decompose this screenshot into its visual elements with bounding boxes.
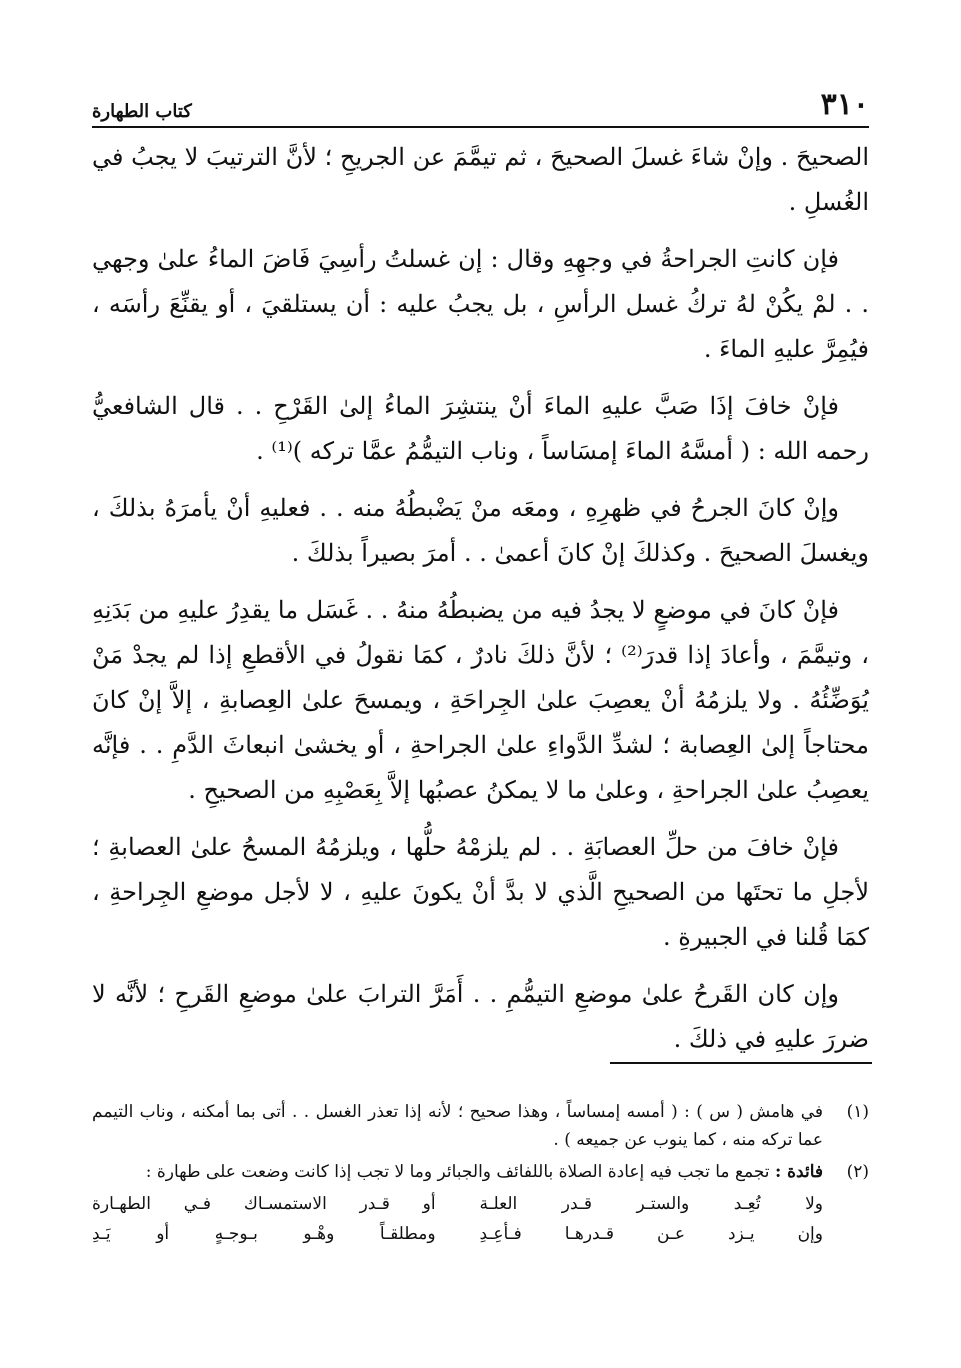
footnote-number: (١) [846,1102,869,1122]
poem-line [92,1190,823,1220]
paragraph: الصحيحَ . وإنْ شاءَ غسلَ الصحيحَ ، ثم تيمَّمَ عن الجريحِ ؛ لأنَّ الترتيبَ لا يجبُ في الغُسلِ . [92,143,869,216]
poem-hemistich-left: أو قـدر الاستمسـاك فـي الطهـارة [92,1194,436,1214]
poem-line [92,1220,823,1250]
footnote-label: فائدة : [774,1162,823,1182]
poem-hemistich-left: ومطلقـاً وهْـو بـوجـهٍ أو يَـدِ [92,1224,436,1244]
footnote-1 [92,1098,869,1154]
poem-hemistich-right: ولا تُعِـد والستـر قـدر العلـة [479,1194,823,1214]
paragraph: فإن كانتِ الجراحةُ في وجهِهِ وقال : إن غسلتُ رأسِيَ فَاضَ الماءُ علىٰ وجهي . . لمْ يكُنْ لهُ تركُ غسل الرأسِ ، بل يجبُ عليه : أن يستلقيَ ، أو يقنِّعَ رأسَه ، فيُمِرَّ عليهِ الماءَ . [92,245,869,363]
paragraph: وإن كان القَرحُ علىٰ موضعِ التيمُّمِ . . أَمَرَّ الترابَ علىٰ موضعِ القَرحِ ؛ لأنَّه لا ضررَ عليهِ في ذلكَ . [92,980,869,1053]
main-text [92,135,869,1074]
poem [92,1190,869,1250]
footnote-text: تجمع ما تجب فيه إعادة الصلاة باللفائف والجبائر وما لا تجب إذا كانت وضعت على طهارة : [145,1162,770,1182]
footnote-text-wrapper [92,1158,823,1186]
paragraph: وإنْ كانَ الجرحُ في ظهرِهِ ، ومعَه منْ يَضْبطُهُ منه . . فعليهِ أنْ يأمرَهُ بذلكَ ، ويغسلَ الصحيحَ . وكذلكَ إنْ كانَ أعمىٰ . . أمرَ بصيراً بذلكَ . [92,494,869,567]
running-title: كتاب الطهارة [92,101,192,122]
paragraph: فإنْ خافَ من حلِّ العصابَةِ . . لم يلزمْهُ حلُّها ، ويلزمُهُ المسحُ علىٰ العصابةِ ؛ لأجلِ ما تحتَها من الصحيحِ الَّذي لا بدَّ أنْ يكونَ عليهِ ، لا لأجل موضعِ الجِراحةِ ، كمَا قُلنا في الجبيرةِ . [92,833,869,951]
footnote-text: في هامش ( س ) : ( أمسه إمساساً ، وهذا صحيح ؛ لأنه إذا تعذر الغسل . . أتى بما أمكنه ، وناب التيمم عما تركه منه ، كما ينوب عن جميعه ) . [92,1102,823,1150]
page-number: ٣١٠ [820,87,869,122]
footnote-2 [92,1158,869,1186]
footnote-separator [610,1062,872,1064]
footnote-number: (٢) [846,1162,869,1182]
paragraph: فإنْ خافَ إذَا صَبَّ عليهِ الماءَ أنْ ينتشِرَ الماءُ إلىٰ القَرْحِ . . قال الشافعيُّ رحمه الله : ( أمسَّهُ الماءَ إمسَاساً ، وناب التيمُّمُ عمَّا تركه )⁽¹⁾ . [92,392,869,465]
poem-hemistich-right: وإن يـزد عـن قـدرهـا فـأعِـدِ [479,1224,823,1244]
footnotes [92,1098,869,1250]
paragraph: فإنْ كانَ في موضعٍ لا يجدُ فيه من يضبطُهُ منهُ . . غَسَل ما يقدِرُ عليهِ من بَدَنِهِ ، وتيمَّمَ ، وأعادَ إذا قدرَ⁽²⁾ ؛ لأنَّ ذلكَ نادرٌ ، كمَا نقولُ في الأقطعِ إذا لم يجدْ مَنْ يُوَضِّئُهُ . ولا يلزمُهُ أنْ يعصِبَ علىٰ الجِراحَةِ ، ويمسحَ علىٰ العِصابةِ ، إلاَّ إنْ كانَ محتاجاً إلىٰ العِصابة ؛ لشدِّ الدَّواءِ علىٰ الجراحةِ ، أو يخشىٰ انبعاثَ الدَّمِ . . فإنَّه يعصِبُ علىٰ الجراحةِ ، وعلىٰ ما لا يمكنُ عصبُها إلاَّ بِعَصْبِهِ من الصحيحِ . [92,596,869,804]
page-header [92,82,869,128]
